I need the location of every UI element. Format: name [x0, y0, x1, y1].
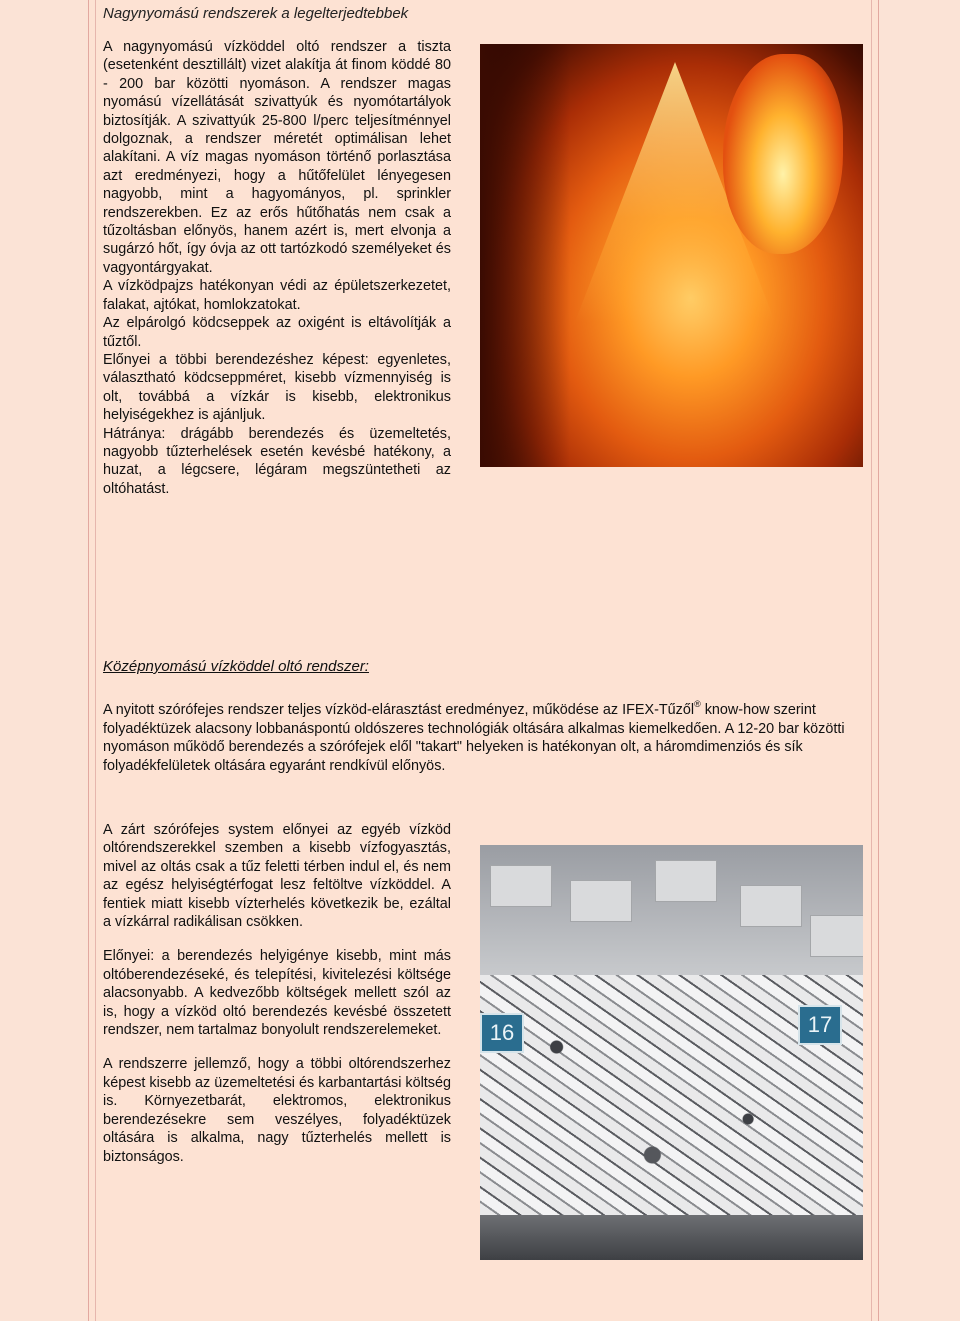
section2-paragraph: A nyitott szórófejes rendszer teljes vízköd-elárasztást eredményez, működése az IFEX-Tűzől® know-how szerint folyadéktüzek alacsony lobbanáspontú oldószeres technológiák oltására alkalmas kiemelkedően. A 12-20 bar közötti nyomáson működő berendezés a szórófejek elől "takart" helyeken is hatékonyan olt, a háromdimenziós és sík folyadékfelületek oltására egyaránt rendkívül előnyös.: [103, 699, 845, 774]
section3-paragraph: A zárt szórófejes system előnyei az egyéb vízköd oltórendszerekkel szemben a kisebb vízfogyasztás, mivel az oltás csak a tűz feletti térben indul el, és nem az egész helyiségtérfogat lesz feltöltve vízköddel. A fentiek miatt kisebb vízterhelés következik be, ezáltal a vízkárral radikálisan csökken.: [103, 822, 451, 931]
section1-paragraph: A nagynyomású vízköddel oltó rendszer a tiszta (esetenként desztillált) vizet alakítja át finom köddé 80 - 200 bar közötti nyomáson. A rendszer magas nyomású vízellátását szivattyúk és nyomótartályok biztosítják. A szivattyúk 25-800 l/perc teljesítménnyel dolgoznak, a rendszer méretét optimálisan lehet alakítani. A víz magas nyomáson történő porlasztása azt eredményezi, hogy a hűtőfelület lényegesen nagyobb, mint a hagyományos, pl. sprinkler rendszerekben. Ez az erős hűtőhatás nem csak a tűzoltásban előnyös, hanem azért is, mert elvonja a sugárzó hőt, így óvja az ott tartózkodó személyeket és vagyontárgyakat.: [103, 39, 451, 276]
section3-paragraph: A rendszerre jellemző, hogy a többi oltórendszerhez képest kisebb az üzemeltetési és karbantartási költség is. Környezetbarát, elektromos, elektronikus berendezésekre sem veszélyes, folyadéktüzek oltására is alkalma, nagy tűzterhelés mellett is biztonságos.: [103, 1056, 451, 1165]
section3-text-column: [103, 821, 451, 1166]
section1-heading: Nagynyomású rendszerek a legelterjedtebbek: [103, 5, 409, 22]
room-sign: 17: [798, 1005, 842, 1045]
section1-paragraph: Előnyei a többi berendezéshez képest: egyenletes, választható ködcseppméret, kisebb vízmennyiség is olt, továbbá a vízkár is kisebb, elektronikus helyiségekhez is ajánljuk.: [103, 351, 451, 424]
room-sign: 16: [480, 1013, 524, 1053]
section2-heading: Középnyomású vízköddel oltó rendszer:: [103, 658, 369, 675]
section3-paragraph: Előnyei: a berendezés helyigénye kisebb, mint más oltóberendezéseké, és telepítési, kivitelezési költsége alacsonyabb. A kedvezőbb költségek mellett szól az is, hogy a vízköd oltó berendezés kevésbé összetett rendszer, nem tartalmaz bonyolult rendszerelemeket.: [103, 948, 451, 1039]
fire-mist-photo: [480, 44, 863, 467]
section1-paragraph: Hátránya: drágább berendezés és üzemeltetés, nagyobb tűzterhelések esetén kevésbé hatékony, a huzat, a légcsere, légáram megszüntetheti az oltóhatást.: [103, 425, 451, 497]
flame: [723, 54, 843, 254]
ceiling: [480, 845, 863, 975]
marble-wall-photo: [480, 845, 863, 1260]
page-rule-left: [95, 0, 96, 1321]
section1-paragraph: Az elpárolgó ködcseppek az oxigént is eltávolítják a tűztől.: [103, 315, 451, 350]
page-rule-right: [871, 0, 872, 1321]
section1-text-column: [103, 38, 451, 498]
section1-paragraph: A vízködpajzs hatékonyan védi az épületszerkezetet, falakat, ajtókat, homlokzatokat.: [103, 278, 451, 313]
floor: [480, 1215, 863, 1260]
registered-mark: ®: [694, 699, 701, 709]
